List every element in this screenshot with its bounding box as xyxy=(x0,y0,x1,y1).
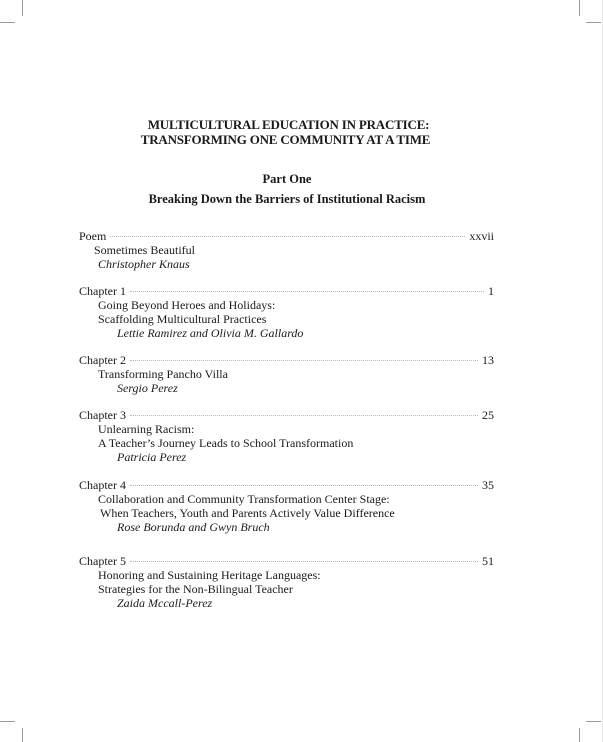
entry-author: Rose Borunda and Gwyn Bruch xyxy=(117,520,270,534)
page-number: 51 xyxy=(482,554,494,568)
entry-title: When Teachers, Youth and Parents Actively Value Difference xyxy=(100,506,395,520)
toc-entry-chapter-5[interactable] xyxy=(79,554,494,610)
toc-entry-chapter-4[interactable] xyxy=(79,478,494,534)
dot-leader xyxy=(130,291,484,292)
entry-title: Strategies for the Non-Bilingual Teacher xyxy=(98,582,293,596)
entry-author: Sergio Perez xyxy=(117,381,178,395)
toc-label: Poem xyxy=(79,229,107,243)
page-number: 25 xyxy=(482,408,494,422)
dot-leader xyxy=(130,415,478,416)
crop-mark-bottom-left-vertical xyxy=(22,728,23,742)
dot-leader xyxy=(130,360,478,361)
toc-label: Chapter 3 xyxy=(79,408,126,422)
toc-entry-poem[interactable] xyxy=(79,229,494,271)
entry-title: Scaffolding Multicultural Practices xyxy=(98,312,267,326)
toc-label: Chapter 2 xyxy=(79,353,126,367)
part-label: Part One xyxy=(262,172,312,186)
entry-author: Christopher Knaus xyxy=(98,257,190,271)
entry-title: Collaboration and Community Transformation Center Stage: xyxy=(98,492,390,506)
page-number: xxvii xyxy=(469,229,494,243)
entry-title: Sometimes Beautiful xyxy=(94,243,195,257)
crop-mark-top-right-vertical xyxy=(579,0,580,16)
entry-author: Zaida Mccall-Perez xyxy=(117,596,213,610)
toc-entry-chapter-2[interactable] xyxy=(79,353,494,395)
toc-label: Chapter 5 xyxy=(79,554,126,568)
toc-entry-chapter-1[interactable] xyxy=(79,284,494,340)
book-title-line-2: TRANSFORMING ONE COMMUNITY AT A TIME xyxy=(140,132,431,147)
entry-title: A Teacher’s Journey Leads to School Transformation xyxy=(98,436,354,450)
entry-author: Patricia Perez xyxy=(117,450,187,464)
table-of-contents xyxy=(79,229,494,610)
entry-author: Lettie Ramirez and Olivia M. Gallardo xyxy=(117,326,304,340)
page-number: 13 xyxy=(482,353,494,367)
entry-title: Going Beyond Heroes and Holidays: xyxy=(98,298,276,312)
crop-mark-bottom-left-horizontal xyxy=(0,721,15,722)
dot-leader xyxy=(110,236,465,237)
dot-leader xyxy=(130,561,478,562)
crop-mark-top-left-vertical xyxy=(22,0,23,16)
toc-label: Chapter 4 xyxy=(79,478,126,492)
crop-mark-bottom-right-horizontal xyxy=(586,721,601,722)
crop-mark-bottom-right-vertical xyxy=(579,728,580,742)
part-title: Breaking Down the Barriers of Institutional Racism xyxy=(148,192,426,206)
entry-title: Honoring and Sustaining Heritage Languages: xyxy=(98,568,321,582)
crop-mark-top-right-horizontal xyxy=(586,22,601,23)
entry-title: Unlearning Racism: xyxy=(98,422,195,436)
book-title-line-1: MULTICULTURAL EDUCATION IN PRACTICE: xyxy=(147,117,430,132)
dot-leader xyxy=(130,485,478,486)
crop-mark-top-left-horizontal xyxy=(0,22,15,23)
page-number: 1 xyxy=(488,284,494,298)
page-number: 35 xyxy=(482,478,494,492)
toc-entry-chapter-3[interactable] xyxy=(79,408,494,464)
toc-label: Chapter 1 xyxy=(79,284,126,298)
entry-title: Transforming Pancho Villa xyxy=(98,367,228,381)
